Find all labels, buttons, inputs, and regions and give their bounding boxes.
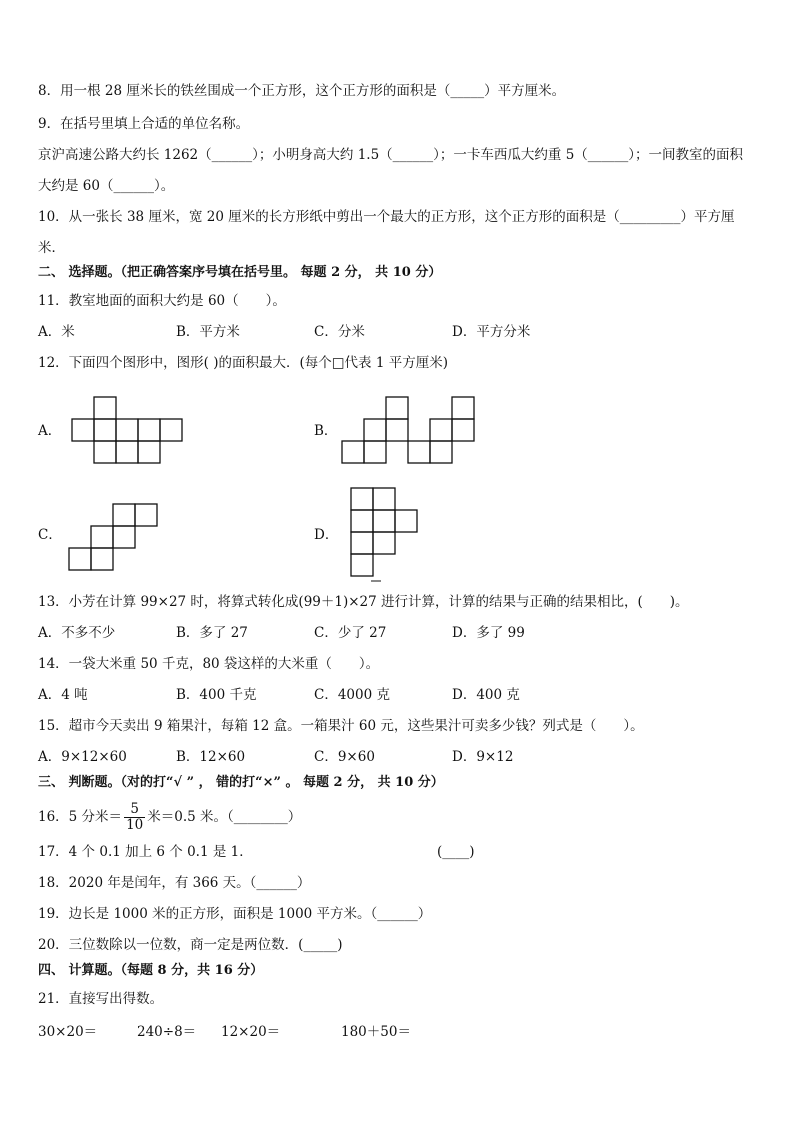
q15-option-c[interactable]: C．9×60 <box>314 749 375 765</box>
q17-answer-blank[interactable]: (____) <box>437 844 475 860</box>
question-9-line-2: 大约是 60（______）。 <box>38 178 175 194</box>
q12-label-d[interactable]: D． <box>314 527 339 543</box>
q12-label-a[interactable]: A． <box>38 423 62 439</box>
q12-label-c[interactable]: C． <box>38 527 62 543</box>
q11-option-c[interactable]: C．分米 <box>314 324 365 340</box>
q12-label-b[interactable]: B． <box>314 423 338 439</box>
question-14-stem: 14．一袋大米重 50 千克，80 袋这样的大米重（ ）。 <box>38 656 380 672</box>
question-9-line-1: 京沪高速公路大约长 1262（______）；小明身高大约 1.5（______）；一卡车西瓜大约重 5（______）；一间教室的面积 <box>38 147 744 163</box>
question-20: 20．三位数除以一位数，商一定是两位数．(_____) <box>38 937 343 953</box>
q21-item-1: 30×20＝ <box>38 1024 98 1040</box>
q13-option-b[interactable]: B．多了 27 <box>176 625 248 641</box>
q15-option-a[interactable]: A．9×12×60 <box>38 749 127 765</box>
question-13-stem: 13．小芳在计算 99×27 时，将算式转化成(99＋1)×27 进行计算，计算的结果与正确的结果相比，( )。 <box>38 594 689 610</box>
q11-option-d[interactable]: D．平方分米 <box>452 324 531 340</box>
q14-option-b[interactable]: B．400 千克 <box>176 687 257 703</box>
q21-item-3: 12×20＝ <box>221 1024 281 1040</box>
question-18: 18．2020 年是闰年，有 366 天。（______） <box>38 875 311 891</box>
question-10-line-2: 米． <box>38 240 65 256</box>
q13-option-c[interactable]: C．少了 27 <box>314 625 387 641</box>
q12-figure-c <box>67 503 161 573</box>
q14-option-c[interactable]: C．4000 克 <box>314 687 390 703</box>
q13-option-a[interactable]: A．不多不少 <box>38 625 116 641</box>
question-9-title: 9．在括号里填上合适的单位名称。 <box>38 116 250 132</box>
q12-figure-b <box>340 396 480 466</box>
q14-option-a[interactable]: A．4 吨 <box>38 687 88 703</box>
q16-fraction <box>124 802 145 833</box>
section-3-heading: 三、 判断题。（对的打“√ ” ， 错的打“×” 。 每题 2 分， 共 10 分） <box>38 775 444 790</box>
q13-option-d[interactable]: D．多了 99 <box>452 625 525 641</box>
q14-option-d[interactable]: D．400 克 <box>452 687 520 703</box>
section-4-heading: 四、 计算题。（每题 8 分，共 16 分） <box>38 963 264 978</box>
question-15-stem: 15．超市今天卖出 9 箱果汁，每箱 12 盒。一箱果汁 60 元，这些果汁可卖多少钱？列式是（ ）。 <box>38 718 644 734</box>
q16-prefix: 16．5 分米＝ <box>38 809 123 825</box>
q16-denominator: 10 <box>126 817 144 833</box>
q12-figure-a <box>70 396 184 466</box>
question-16 <box>38 802 301 833</box>
question-11-stem: 11．教室地面的面积大约是 60（ ）。 <box>38 293 286 309</box>
question-8: 8．用一根 28 厘米长的铁丝围成一个正方形，这个正方形的面积是（_____）平方厘米。 <box>38 83 566 99</box>
q15-option-b[interactable]: B．12×60 <box>176 749 246 765</box>
question-10-line-1: 10．从一张长 38 厘米，宽 20 厘米的长方形纸中剪出一个最大的正方形，这个正方形的面积是（_________）平方厘 <box>38 209 735 225</box>
question-17: 17．4 个 0.1 加上 6 个 0.1 是 1． <box>38 844 253 860</box>
question-12-stem: 12．下面四个图形中，图形( )的面积最大．(每个□代表 1 平方厘米) <box>38 355 448 371</box>
q11-option-a[interactable]: A．米 <box>38 324 75 340</box>
q16-suffix: 米＝0.5 米。（________） <box>147 809 302 825</box>
q15-option-d[interactable]: D．9×12 <box>452 749 514 765</box>
q12-figure-d <box>349 486 423 582</box>
question-21-stem: 21．直接写出得数。 <box>38 991 164 1007</box>
q11-option-b[interactable]: B．平方米 <box>176 324 240 340</box>
q21-item-2: 240÷8＝ <box>137 1024 197 1040</box>
section-2-heading: 二、 选择题。（把正确答案序号填在括号里。 每题 2 分， 共 10 分） <box>38 265 442 280</box>
q21-item-4: 180＋50＝ <box>341 1024 411 1040</box>
question-19: 19．边长是 1000 米的正方形，面积是 1000 平方米。（______） <box>38 906 432 922</box>
q16-numerator: 5 <box>124 802 145 818</box>
